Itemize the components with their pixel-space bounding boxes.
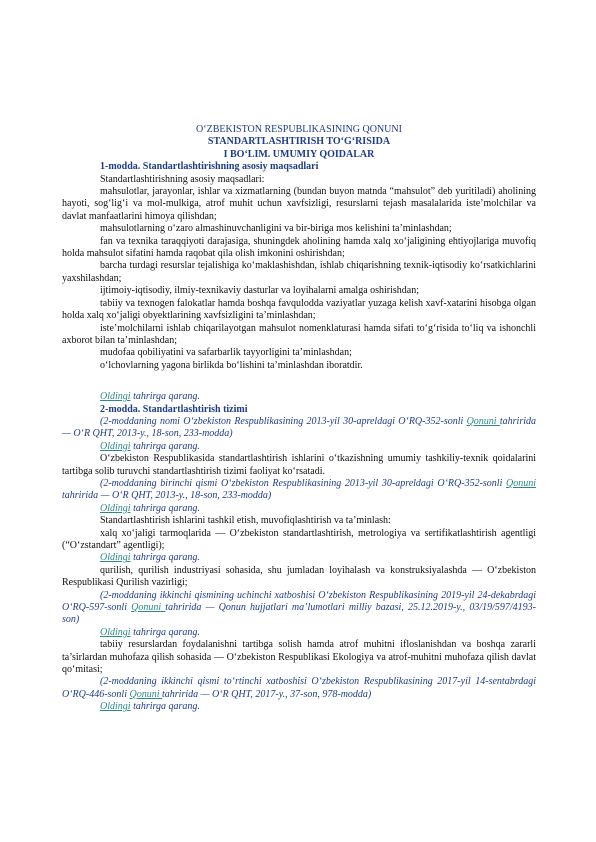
article2-paragraph: Standartlashtirish ishlarini tashkil etish, muvofiqlashtirish va ta’minlash: — [100, 515, 391, 527]
previous-version-link[interactable]: Oldingi — [100, 440, 131, 452]
law-name: STANDARTLASHTIRISH TO‘G‘RISIDA — [207, 136, 391, 148]
previous-version-note: Oldingi tahrirga qarang. — [100, 502, 200, 514]
law-link[interactable]: Qonuni — [506, 477, 536, 489]
article1-title: 1-modda. Standartlashtirishning asosiy maqsadlari — [100, 161, 319, 173]
chapter-title: I BO‘LIM. UMUMIY QOIDALAR — [223, 148, 375, 160]
law-link[interactable]: Qonuni — [129, 688, 162, 700]
amendment-note: (2-moddaning nomi O‘zbekiston Respublikasining 2013-yil 30-apreldagi O‘RQ-352-sonli Qonuni tahririda — O‘R QHT, 2013-y., 18-son, 233-modda) — [62, 415, 537, 440]
article2-paragraph: O‘zbekiston Respublikasida standartlashtirish ishlarini o‘tkazishning umumiy tashkiliy-texnik qoidalarini tartibga solib turuvchi standartlashtirish tizimi faoliyat ko‘rsatadi. — [62, 453, 536, 477]
previous-version-note: Oldingi tahrirga qarang. — [100, 701, 200, 713]
article1-paragraph: mudofaa qobiliyatini va safarbarlik tayyorligini ta’minlashdan; — [100, 347, 352, 359]
amendment-note: (2-moddaning birinchi qismi O‘zbekiston Respublikasining 2013-yil 30-apreldagi O‘RQ-352-sonli Qonuni tahririda — O‘R QHT, 2013-y., 18-son, 233-modda) — [62, 477, 536, 502]
previous-version-note: Oldingi tahrirga qarang. — [100, 626, 200, 638]
previous-version-note: Oldingi tahrirga qarang. — [100, 440, 200, 452]
law-link[interactable]: Qonuni — [466, 415, 500, 427]
previous-version-link[interactable]: Oldingi — [100, 552, 131, 564]
article1-paragraph: mahsulotlar, jarayonlar, ishlar va xizmatlarning (bundan buyon matnda “mahsulot” deb yuritiladi) aholining hayoti, sog‘lig‘i va mol-mulkiga, atrof muhit uchun xavfsizligi, resurslarni tejash masalalarida iste’molchilar va davlat manfaatlarini himoya qilishdan; — [62, 186, 536, 222]
article1-paragraph: fan va texnika taraqqiyoti darajasiga, shuningdek aholining hamda xalq xo‘jaligining ehtiyojlariga muvofiq holda mahsulot sifatini hamda raqobat qila olish imkonini oshirishdan; — [62, 235, 536, 260]
article1-paragraph: barcha turdagi resurslar tejalishiga ko‘maklashishdan, ishlab chiqarishning texnik-iqtisodiy ko‘rsatkichlarini yaxshilashdan; — [62, 260, 536, 284]
law-title: O‘ZBEKISTON RESPUBLIKASINING QONUNI — [196, 124, 402, 135]
article1-paragraph: o‘lchovlarning yagona birlikda bo‘lishini ta’minlashdan iboratdir. — [100, 359, 363, 371]
previous-version-link[interactable]: Oldingi — [100, 502, 131, 514]
article1-paragraph: ijtimoiy-iqtisodiy, ilmiy-texnikaviy dasturlar va loyihalarni amalga oshirishdan; — [100, 285, 420, 297]
previous-version-link[interactable]: Oldingi — [100, 391, 131, 403]
article1-paragraph: iste’molchilarni ishlab chiqarilayotgan mahsulot nomenklaturasi hamda sifati to‘g‘risida to‘liq va ishonchli axborot bilan ta’minlashdan; — [62, 322, 536, 346]
article2-paragraph: tabiiy resurslardan foydalanishni tartibga solish hamda atrof muhitni ifloslanishdan va boshqa zararli ta’sirlardan muhofaza qilish sohasida — O‘zbekiston Respublikasi Ekologiya va atrof-muhitni muhofaza qilish davlat qo‘mitasi; — [62, 639, 536, 676]
amendment-note: (2-moddaning ikkinchi qismi to‘rtinchi xatboshisi O‘zbekiston Respublikasining 2017-yil 14-sentabrdagi O‘RQ-446-sonli Qonuni tahririda — O‘R QHT, 2017-y., 37-son, 978-modda) — [62, 676, 536, 700]
previous-version-note: Oldingi tahrirga qarang. — [100, 391, 200, 403]
previous-version-link[interactable]: Oldingi — [100, 701, 131, 713]
article1-paragraph: Standartlashtirishning asosiy maqsadlari: — [100, 173, 265, 185]
law-link[interactable]: Qonuni — [131, 602, 166, 614]
article1-paragraph: tabiiy va texnogen falokatlar hamda boshqa favqulodda vaziyatlar yuzaga kelish xavf-xatarini hisobga olgan holda xalq xo‘jaligi obyektlarining xavfsizligini ta’minlashdan; — [62, 297, 536, 322]
previous-version-note: Oldingi tahrirga qarang. — [100, 552, 200, 564]
article2-title: 2-modda. Standartlashtirish tizimi — [100, 403, 248, 415]
article2-paragraph: qurilish, qurilish industriyasi sohasida, shu jumladan loyihalash va konstruksiyalashda — O‘zbekiston Respublikasi Qurilish vazirligi; — [62, 564, 536, 589]
document-content — [62, 124, 536, 714]
article1-paragraph: mahsulotlarning o‘zaro almashinuvchanligini va bir-biriga mos kelishini ta’minlashdan; — [100, 223, 452, 235]
previous-version-link[interactable]: Oldingi — [100, 626, 131, 638]
article2-paragraph: xalq xo‘jaligi tarmoqlarida — O‘zbekiston standartlashtirish, metrologiya va sertifikatlashtirish agentligi (“O‘zstandart” agentligi); — [62, 527, 536, 551]
amendment-note: (2-moddaning ikkinchi qismining uchinchi xatboshisi O‘zbekiston Respublikasining 2019-yil 24-dekabrdagi O‘RQ-597-sonli Qonuni tahririda — Qonun hujjatlari ma’lumotlari milliy bazasi, 25.12.2019-y., 03/19/597/4193-son) — [62, 589, 536, 626]
spacer — [62, 372, 536, 391]
